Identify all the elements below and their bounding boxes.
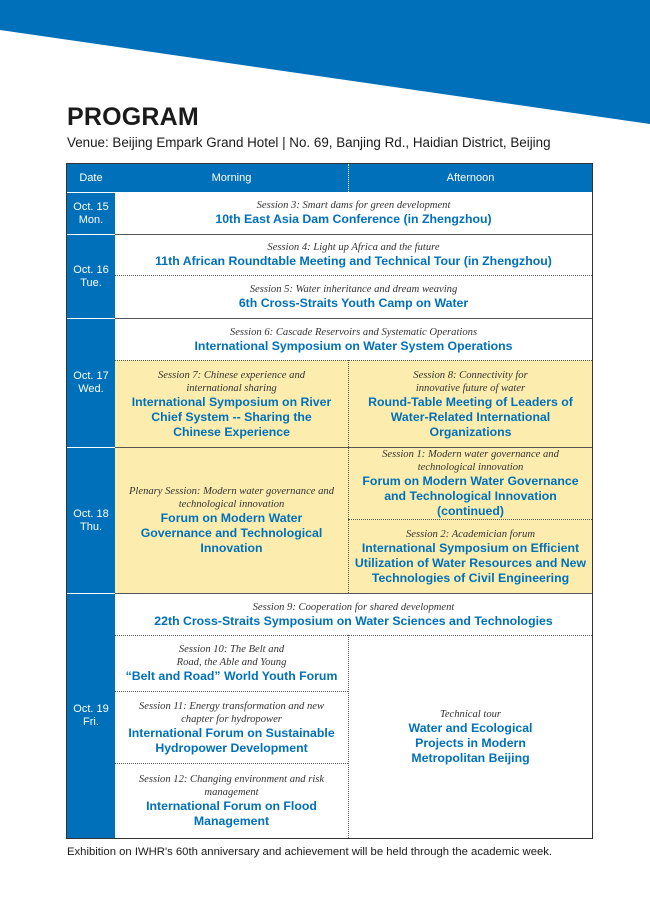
session-title: International Symposium on River Chief System -- Sharing the Chinese Experience <box>131 394 332 439</box>
session-title: 6th Cross-Straits Youth Camp on Water <box>238 296 469 310</box>
date-label: Oct. 17 <box>73 370 109 382</box>
session-title: International Forum on Sustainable Hydropower Development <box>128 725 335 755</box>
page-title: PROGRAM <box>67 103 199 131</box>
program-table <box>66 163 593 839</box>
weekday-label: Tue. <box>80 276 102 289</box>
date-label: Oct. 16 <box>73 263 109 276</box>
date-oct16 <box>67 234 115 318</box>
weekday-label: Fri. <box>83 716 99 728</box>
session-1-cell <box>348 447 592 519</box>
session-5-cell <box>115 275 592 318</box>
session-subtitle: Session 4: Light up Africa and the future <box>267 242 440 253</box>
session-title: 11th African Roundtable Meeting and Technical Tour (in Zhengzhou) <box>155 254 552 268</box>
date-oct17 <box>67 318 115 447</box>
session-title: 10th East Asia Dam Conference (in Zhengzhou) <box>215 212 492 226</box>
session-subtitle: Session 12: Changing environment and risk management <box>138 774 325 798</box>
session-10-cell <box>115 635 348 691</box>
session-subtitle: Session 3: Smart dams for green development <box>256 200 451 211</box>
date-oct19 <box>67 593 115 838</box>
header-afternoon: Afternoon <box>348 164 592 192</box>
session-title: Forum on Modern Water Governance and Technological Innovation (continued) <box>362 474 579 518</box>
session-4-cell <box>115 234 592 275</box>
session-3-cell <box>115 192 592 234</box>
session-title: “Belt and Road” World Youth Forum <box>125 669 338 683</box>
session-7-cell <box>115 360 348 447</box>
weekday-label: Thu. <box>79 520 102 533</box>
session-subtitle: Session 11: Energy transformation and new chapter for hydropower <box>138 700 325 725</box>
header-date: Date <box>67 164 115 192</box>
session-11-cell <box>115 691 348 763</box>
session-subtitle: Session 10: The Belt and Road, the Able and Young <box>176 644 287 668</box>
session-subtitle: Session 1: Modern water governance and technological innovation <box>382 449 559 473</box>
date-oct15 <box>67 192 115 234</box>
session-subtitle: Session 5: Water inheritance and dream weaving <box>249 284 458 295</box>
session-6-cell <box>115 318 592 360</box>
session-title: Water and Ecological Projects in Modern Metropolitan Beijing <box>408 721 533 765</box>
session-title: Forum on Modern Water Governance and Technological Innovation <box>140 511 323 555</box>
header-morning: Morning <box>115 164 348 192</box>
session-title: Round-Table Meeting of Leaders of Water-Related International Organizations <box>368 394 573 439</box>
footnote: Exhibition on IWHR's 60th anniversary and achievement will be held through the academic week. <box>67 846 553 858</box>
session-title: International Forum on Flood Management <box>146 799 317 828</box>
session-subtitle: Technical tour <box>439 709 502 720</box>
date-label: Oct. 19 <box>73 703 109 715</box>
session-title: 22th Cross-Straits Symposium on Water Sciences and Technologies <box>154 613 553 628</box>
session-subtitle: Session 6: Cascade Reservoirs and Systematic Operations <box>229 326 478 338</box>
session-subtitle: Session 8: Connectivity for innovative future of water <box>413 369 528 394</box>
session-subtitle: Session 9: Cooperation for shared development <box>252 601 455 613</box>
technical-tour-cell <box>348 635 592 838</box>
weekday-label: Wed. <box>78 383 104 395</box>
session-2-cell <box>348 519 592 593</box>
session-9-cell <box>115 593 592 635</box>
plenary-session-cell <box>115 447 348 593</box>
date-label: Oct. 18 <box>73 507 109 520</box>
session-title: International Symposium on Water System Operations <box>194 338 513 353</box>
session-subtitle: Session 7: Chinese experience and international sharing <box>157 369 306 394</box>
weekday-label: Mon. <box>78 213 104 226</box>
venue-line: Venue: Beijing Empark Grand Hotel | No. 69, Banjing Rd., Haidian District, Beijing <box>67 135 551 150</box>
session-subtitle: Session 2: Academician forum <box>406 528 535 540</box>
session-title: International Symposium on Efficient Utilization of Water Resources and New Technologies of Civil Engineering <box>354 540 587 585</box>
date-label: Oct. 15 <box>73 200 109 213</box>
session-subtitle: Plenary Session: Modern water governance and technological innovation <box>128 486 335 510</box>
session-12-cell <box>115 763 348 838</box>
session-8-cell <box>348 360 592 447</box>
date-oct18 <box>67 447 115 593</box>
